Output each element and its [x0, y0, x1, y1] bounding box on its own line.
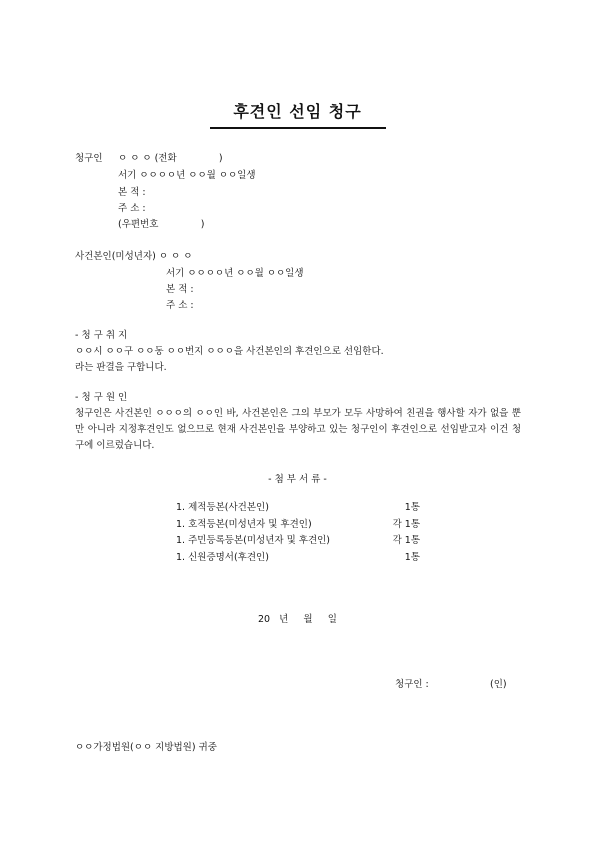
- claim-purpose-heading: - 청 구 취 지: [75, 330, 128, 341]
- attachment-item: [176, 553, 420, 565]
- attachment-name: 1. 제적등본(사건본인): [176, 502, 269, 513]
- attachment-item: [176, 503, 420, 515]
- date-line: 20 년 월 일: [258, 614, 337, 625]
- subject-birth: 서기 ㅇㅇㅇㅇ년 ㅇㅇ월 ㅇㅇ일생: [166, 268, 304, 279]
- title-underline: [210, 127, 386, 129]
- petitioner-birth: 서기 ㅇㅇㅇㅇ년 ㅇㅇ월 ㅇㅇ일생: [118, 170, 256, 181]
- attachment-qty: 각 1통: [392, 535, 420, 546]
- attachment-qty: 1통: [404, 552, 420, 563]
- seal-mark: (인): [490, 679, 507, 690]
- claim-cause-heading: - 청 구 원 인: [75, 392, 128, 403]
- attachment-name: 1. 신원증명서(후견인): [176, 552, 269, 563]
- petitioner-postal: (우편번호 ): [118, 219, 205, 230]
- petitioner-address: 주 소 :: [118, 203, 146, 214]
- subject-domicile: 본 적 :: [166, 284, 194, 295]
- claim-purpose-line-1: ㅇㅇ시 ㅇㅇ구 ㅇㅇ동 ㅇㅇ번지 ㅇㅇㅇ을 사건본인의 후견인으로 선임한다.: [75, 346, 384, 357]
- attachment-name: 1. 주민등록등본(미성년자 및 후견인): [176, 535, 331, 546]
- attachment-item: [176, 520, 420, 532]
- attachment-qty: 1통: [404, 502, 420, 513]
- attachment-name: 1. 호적등본(미성년자 및 후견인): [176, 519, 312, 530]
- petitioner-domicile: 본 적 :: [118, 187, 146, 198]
- subject-address: 주 소 :: [166, 300, 194, 311]
- claim-cause-text: 청구인은 사건본인 ㅇㅇㅇ의 ㅇㅇ인 바, 사건본인은 그의 부모가 모두 사망하여 친권을 행사할 자가 없을 뿐만 아니라 지정후견인도 없으므로 현재 사건본인을 부양하고 있는 청구인이 후견인으로 선임받고자 이건 청구에 이르렀습니다.: [75, 408, 521, 451]
- document-title: 후견인 선임 청구: [233, 102, 362, 121]
- petitioner-label: 청구인: [75, 153, 103, 164]
- attachment-qty: 각 1통: [392, 519, 420, 530]
- claim-purpose-line-2: 라는 판결을 구합니다.: [75, 362, 167, 373]
- subject-label: 사건본인(미성년자) ㅇ ㅇ ㅇ: [75, 251, 193, 262]
- petitioner-name-phone: ㅇ ㅇ ㅇ (전화 ): [118, 153, 223, 164]
- signature-label: 청구인 :: [395, 679, 429, 690]
- attachments-heading: - 첨 부 서 류 -: [268, 474, 327, 485]
- court-addressee: ㅇㅇ가정법원(ㅇㅇ 지방법원) 귀중: [75, 742, 217, 753]
- attachment-item: [176, 536, 420, 548]
